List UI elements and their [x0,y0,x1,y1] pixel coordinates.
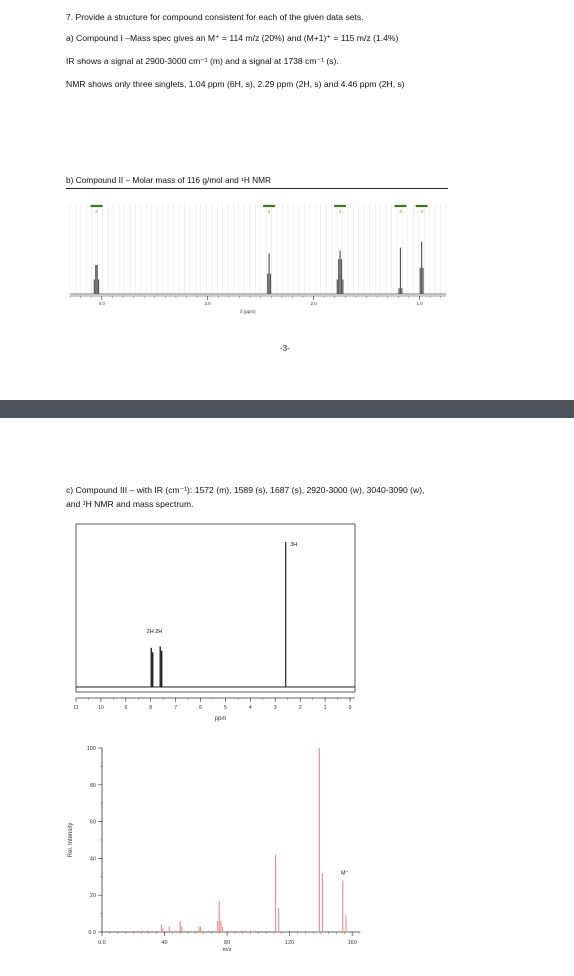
x-tick-label: 3.0 [204,301,211,306]
x-axis-label: δ (ppm) [240,309,256,314]
y-tick-label: 60 [89,819,96,826]
integration-label: 3 [399,209,402,214]
page-number: -3- [280,344,290,353]
compound-iii-mass-spectrum [60,740,380,953]
x-tick-label: 8 [149,705,153,711]
y-tick-label: 100 [86,746,96,752]
x-tick-label: 1 [323,705,327,711]
x-tick-label: 2.0 [310,301,317,306]
x-tick-label: 4 [248,705,252,711]
x-tick-label: 0 [348,705,352,711]
part-a-line-1: a) Compound I –Mass spec gives an M⁺ = 114 m/z (20%) and (M+1)⁺ = 115 m/z (1.4%) [66,33,399,43]
x-tick-label: 80 [224,940,231,946]
worksheet-page-2 [0,418,574,976]
y-axis-label: Rel. Intensity [68,822,74,858]
page-divider [0,400,574,418]
x-tick-label: 11 [73,705,79,711]
x-tick-label: 6 [199,705,202,711]
part-b-rule [66,188,448,189]
integration-annotation: 3H [290,542,298,548]
compound-iii-nmr-spectrum [60,522,360,742]
plot-frame [76,524,355,692]
x-tick-label: 7 [174,705,178,711]
x-tick-label: 0.0 [98,940,106,946]
x-tick-label: 160 [347,940,357,946]
x-tick-label: 40 [161,940,168,946]
integration-label: 2 [338,209,342,214]
integration-label: 3 [420,209,423,214]
x-axis-label: ppm [214,716,227,722]
part-a-line-2: IR shows a signal at 2900-3000 cm⁻¹ (m) and a signal at 1738 cm⁻¹ (s). [66,56,339,66]
worksheet-page-1 [0,0,574,400]
integration-label: 2 [95,209,98,214]
y-tick-label: 20 [89,893,96,900]
molecular-ion-label: M⁺ [341,870,349,877]
question-title: 7. Provide a structure for compound consistent for each of the given data sets. [66,12,364,22]
part-c-line-2: and ¹H NMR and mass spectrum. [66,499,194,509]
x-tick-label: 1.0 [416,301,423,306]
y-tick-label: 0.0 [88,930,96,936]
part-c-line-1: c) Compound III – with IR (cm⁻¹): 1572 (m), 1589 (s), 1687 (s), 2920-3000 (w), 3040-3090 (w), [66,485,425,495]
part-b-heading: b) Compound II – Molar mass of 116 g/mol and ¹H NMR [66,175,272,185]
y-tick-label: 80 [89,782,96,789]
part-a-line-3: NMR shows only three singlets, 1.04 ppm (6H, s), 2.29 ppm (2H, s) and 4.46 ppm (2H, s) [66,79,405,89]
x-tick-label: 3 [273,705,277,711]
x-tick-label: 4.0 [98,301,105,306]
x-tick-label: 9 [124,705,128,711]
x-axis-label: m/z [222,947,232,953]
integration-label: 2 [267,209,271,214]
compound-ii-nmr-spectrum [66,196,450,331]
x-tick-label: 120 [285,940,295,946]
y-tick-label: 40 [89,856,96,863]
x-tick-label: 5 [224,705,227,711]
integration-annotation: 2H 2H [146,628,163,635]
x-tick-label: 2 [298,705,302,711]
x-tick-label: 10 [98,705,104,711]
